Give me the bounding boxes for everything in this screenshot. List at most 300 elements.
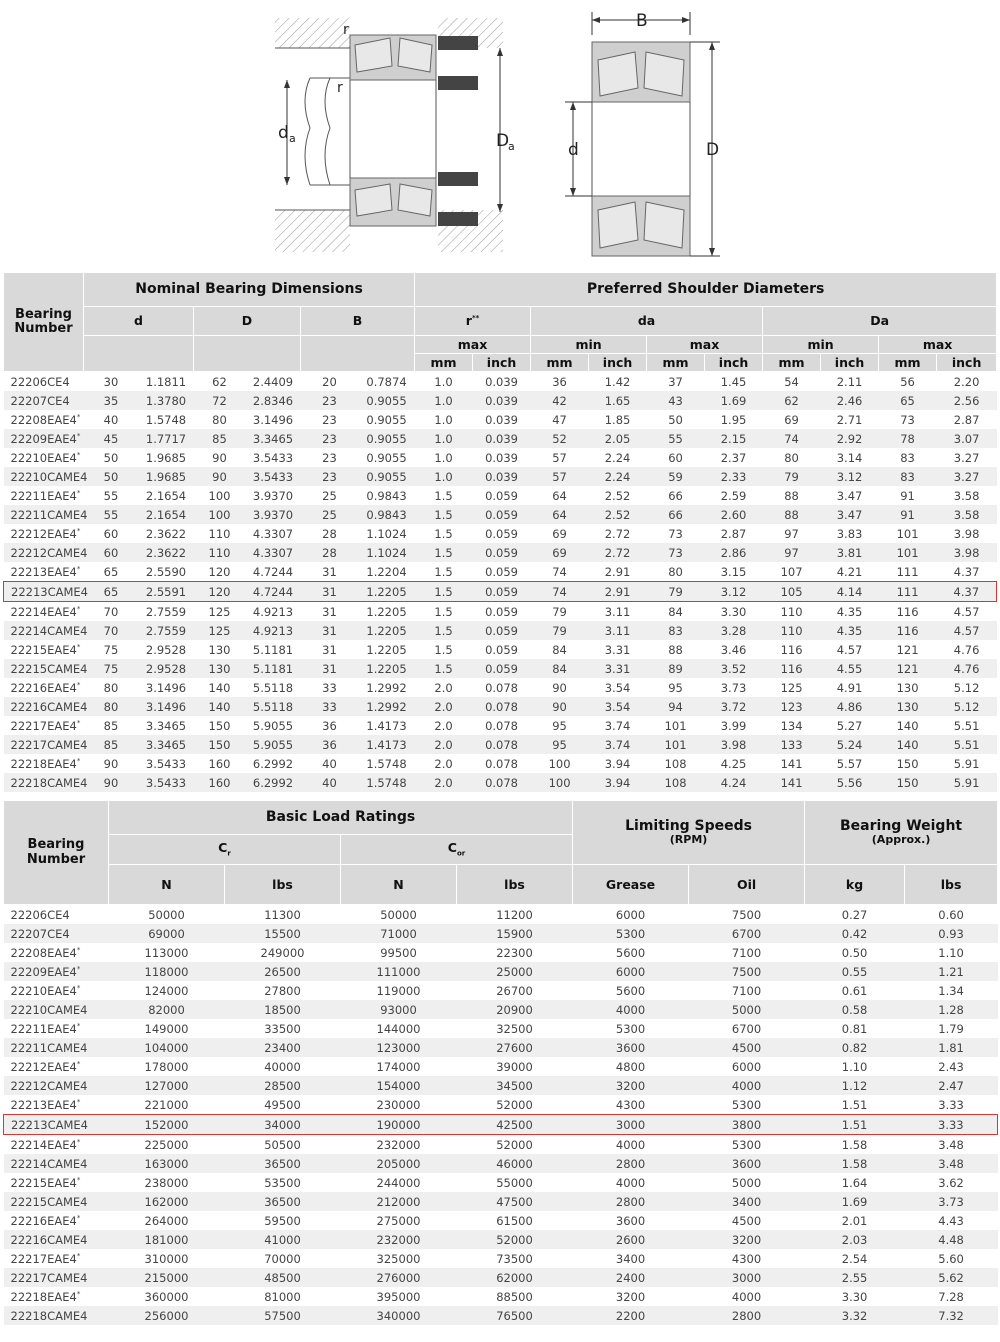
- table-cell: 230000: [376, 1097, 421, 1112]
- table-cell: 3.31: [604, 642, 631, 657]
- table-cell: 80: [784, 450, 799, 465]
- table-cell: 89: [647, 659, 705, 678]
- table-cell: 88: [784, 488, 799, 503]
- table-cell: 46000: [457, 1154, 573, 1173]
- table-cell: 1.2205: [366, 642, 407, 657]
- table-cell: 15500: [225, 924, 341, 943]
- bearing-number-cell: 22217EAE4*: [10, 1251, 81, 1266]
- table-row: [4, 1154, 998, 1173]
- table-cell: 6000: [573, 962, 689, 981]
- table-cell: 121: [896, 642, 919, 657]
- table-cell: 0.9055: [359, 391, 415, 410]
- table-cell: 3400: [689, 1192, 805, 1211]
- bearing-number-cell: 22206CE4: [10, 907, 70, 922]
- table-cell: 4.7244: [252, 564, 294, 579]
- table-cell: 2.03: [805, 1230, 905, 1249]
- table-cell: 3.52: [705, 659, 763, 678]
- table-cell: 39000: [496, 1059, 533, 1074]
- Da-min-header: min: [763, 336, 879, 354]
- table-cell: 178000: [144, 1059, 189, 1074]
- approx-label: (Approx.): [871, 833, 931, 847]
- table-cell: 110: [194, 543, 246, 562]
- bearing-number-cell: 22218CAME4: [4, 773, 84, 792]
- table-row: [4, 943, 998, 962]
- table-cell: 2.3622: [145, 526, 187, 541]
- table-cell: 1.2205: [359, 659, 415, 678]
- label-da-sub: a: [289, 132, 296, 145]
- table-cell: 160: [194, 773, 246, 792]
- table-cell: 3.81: [821, 543, 879, 562]
- table-row: [4, 981, 998, 1000]
- table-cell: 256000: [109, 1306, 225, 1325]
- table-cell: 52: [531, 429, 589, 448]
- table-cell: 31: [301, 582, 359, 602]
- table-cell: 3.9370: [246, 505, 301, 524]
- limiting-speeds-title: Limiting Speeds: [625, 817, 753, 834]
- table-cell: 6700: [689, 924, 805, 943]
- table-cell: 2.52: [589, 505, 647, 524]
- table-cell: 108: [664, 756, 687, 771]
- table-cell: 82000: [109, 1000, 225, 1019]
- dimensions-table-body: [4, 372, 997, 793]
- table-row: [4, 1000, 998, 1019]
- table-cell: 85: [84, 735, 139, 754]
- table-cell: 2.86: [705, 543, 763, 562]
- table-cell: 111: [896, 564, 919, 579]
- table-cell: 395000: [376, 1289, 421, 1304]
- table-cell: 49500: [264, 1097, 301, 1112]
- table-cell: 23: [322, 450, 337, 465]
- table-cell: 4.14: [821, 582, 879, 602]
- table-cell: 2800: [689, 1306, 805, 1325]
- table-cell: 91: [879, 505, 937, 524]
- bearing-number-cell: 22217EAE4*: [10, 718, 81, 733]
- table-cell: 40000: [264, 1059, 301, 1074]
- table-cell: 108: [647, 773, 705, 792]
- table-cell: 0.059: [485, 604, 519, 619]
- table-cell: 25000: [457, 962, 573, 981]
- bearing-number-cell: 22216EAE4*: [10, 1213, 81, 1228]
- table-cell: 1.3780: [139, 391, 194, 410]
- table-cell: 23: [301, 467, 359, 486]
- table-cell: 5600: [615, 983, 646, 998]
- bearing-number-cell: 22212CAME4: [4, 543, 84, 562]
- table-cell: 1.0: [415, 467, 473, 486]
- table-cell: 0.50: [841, 945, 868, 960]
- table-cell: 1.79: [938, 1021, 964, 1036]
- table-cell: 64: [552, 488, 567, 503]
- r-header: r**: [415, 307, 531, 336]
- table-cell: 95: [552, 718, 567, 733]
- unit-inch: inch: [473, 354, 531, 372]
- table-cell: 181000: [109, 1230, 225, 1249]
- table-cell: 2.20: [953, 374, 980, 389]
- table-cell: 70: [103, 604, 119, 619]
- table-cell: 1.5748: [366, 756, 407, 771]
- table-cell: 73: [647, 543, 705, 562]
- table-row: [4, 1192, 998, 1211]
- table-cell: 3.07: [937, 429, 997, 448]
- table-cell: 4.91: [836, 680, 863, 695]
- table-cell: 1.65: [589, 391, 647, 410]
- table-row: [4, 410, 997, 429]
- table-cell: 4.3307: [246, 543, 301, 562]
- table-cell: 2.4409: [252, 374, 294, 389]
- table-cell: 130: [194, 659, 246, 678]
- table-cell: 59500: [264, 1213, 301, 1228]
- bearing-section-drawing: [565, 11, 720, 256]
- bearing-number-cell: 22214CAME4: [4, 621, 84, 640]
- bearing-number-cell: 22210EAE4*: [10, 983, 81, 998]
- table-cell: 3600: [689, 1154, 805, 1173]
- table-cell: 1.4173: [366, 718, 407, 733]
- bearing-number-cell: 22209EAE4*: [4, 962, 109, 981]
- table-cell: 57: [531, 467, 589, 486]
- table-cell: 56: [900, 374, 915, 389]
- bearing-number-cell: 22216CAME4: [4, 697, 84, 716]
- table-cell: 2.33: [705, 467, 763, 486]
- table-cell: 4.37: [937, 582, 997, 602]
- table-cell: 27800: [264, 983, 301, 998]
- table-cell: 7100: [731, 945, 762, 960]
- table-cell: 60: [668, 450, 683, 465]
- table-row: [4, 524, 997, 543]
- unit-inch: inch: [821, 354, 879, 372]
- table-cell: 1.4173: [359, 735, 415, 754]
- table-cell: 80: [212, 412, 227, 427]
- table-cell: 133: [763, 735, 821, 754]
- table-cell: 360000: [144, 1289, 189, 1304]
- table-cell: 5.1181: [246, 659, 301, 678]
- r-max-header: max: [415, 336, 531, 354]
- table-cell: 0.059: [485, 564, 519, 579]
- table-cell: 65: [84, 582, 139, 602]
- table-cell: 54: [784, 374, 799, 389]
- table-cell: 101: [647, 735, 705, 754]
- table-row: [4, 716, 997, 735]
- table-row: [4, 962, 998, 981]
- table-cell: 75: [103, 642, 119, 657]
- table-row: [4, 1076, 998, 1095]
- table-cell: 94: [647, 697, 705, 716]
- table-cell: 190000: [341, 1115, 457, 1135]
- table-cell: 3.94: [589, 773, 647, 792]
- table-cell: 4000: [573, 1000, 689, 1019]
- table-cell: 130: [879, 697, 937, 716]
- table-cell: 2600: [573, 1230, 689, 1249]
- table-cell: 3.33: [938, 1097, 964, 1112]
- table-cell: 3.31: [589, 659, 647, 678]
- table-cell: 33: [322, 680, 337, 695]
- table-cell: 2.55: [805, 1268, 905, 1287]
- table-cell: 93000: [341, 1000, 457, 1019]
- table-cell: 215000: [109, 1268, 225, 1287]
- table-cell: 3.27: [953, 450, 980, 465]
- table-cell: 5.60: [938, 1251, 964, 1266]
- table-cell: 101: [896, 526, 919, 541]
- table-cell: 37: [668, 374, 683, 389]
- table-cell: 3.1496: [145, 680, 187, 695]
- table-cell: 4.48: [905, 1230, 998, 1249]
- load-ratings-table-body: [4, 905, 998, 1326]
- table-cell: 5.91: [937, 773, 997, 792]
- table-cell: 2.92: [821, 429, 879, 448]
- table-cell: 5.12: [953, 680, 980, 695]
- table-cell: 5.91: [953, 756, 980, 771]
- table-cell: 0.9843: [366, 488, 407, 503]
- table-cell: 5600: [615, 945, 646, 960]
- table-cell: 50500: [264, 1137, 301, 1152]
- table-cell: 4.35: [836, 604, 863, 619]
- table-cell: 28: [301, 543, 359, 562]
- table-cell: 101: [664, 718, 687, 733]
- bearing-number-cell: 22216EAE4*: [10, 680, 81, 695]
- table-cell: 0.27: [841, 907, 868, 922]
- table-cell: 41000: [225, 1230, 341, 1249]
- table-cell: 1.51: [841, 1097, 868, 1112]
- table-cell: 3.32: [805, 1306, 905, 1325]
- table-cell: 99500: [380, 945, 417, 960]
- bearing-number-cell: 22212EAE4*: [10, 526, 81, 541]
- unit-N: N: [341, 865, 457, 905]
- table-cell: 52000: [496, 1137, 533, 1152]
- table-cell: 61500: [496, 1213, 533, 1228]
- table-row: [4, 1019, 998, 1038]
- table-cell: 36500: [225, 1154, 341, 1173]
- table-cell: 2.7559: [139, 621, 194, 640]
- table-cell: 1.2205: [359, 621, 415, 640]
- table-cell: 0.059: [485, 642, 519, 657]
- cr-header: $C_r$: [109, 835, 341, 865]
- table-cell: 4500: [731, 1213, 762, 1228]
- table-cell: 25: [322, 488, 337, 503]
- table-cell: 5.5118: [246, 697, 301, 716]
- table-cell: 127000: [109, 1076, 225, 1095]
- table-cell: 88500: [496, 1289, 533, 1304]
- table-cell: 130: [896, 680, 919, 695]
- table-cell: 2.56: [937, 391, 997, 410]
- table-cell: 1.5748: [359, 773, 415, 792]
- table-cell: 31: [301, 621, 359, 640]
- table-cell: 81000: [264, 1289, 301, 1304]
- table-row: [4, 1287, 998, 1306]
- table-cell: 90: [212, 450, 227, 465]
- table-cell: 0.078: [485, 718, 519, 733]
- table-cell: 2.0: [415, 773, 473, 792]
- unit-lbs: lbs: [905, 865, 998, 905]
- table-cell: 83: [900, 450, 915, 465]
- table-cell: 95: [668, 680, 683, 695]
- table-cell: 100: [548, 756, 571, 771]
- label-r-top: r: [343, 22, 349, 38]
- table-cell: 1.5: [434, 564, 453, 579]
- table-cell: 141: [763, 773, 821, 792]
- bearing-number-cell: 22206CE4: [10, 374, 70, 389]
- table-cell: 3.15: [720, 564, 747, 579]
- table-cell: 4.35: [821, 621, 879, 640]
- table-cell: 3.3465: [145, 718, 187, 733]
- table-cell: 3.3465: [246, 429, 301, 448]
- table-cell: 2.0: [434, 718, 453, 733]
- unit-mm: mm: [647, 354, 705, 372]
- table-cell: 116: [879, 621, 937, 640]
- table-cell: 1.7717: [139, 429, 194, 448]
- table-cell: 1.5748: [145, 412, 187, 427]
- table-cell: 4.76: [953, 642, 980, 657]
- table-cell: 2.91: [589, 582, 647, 602]
- table-cell: 79: [552, 604, 567, 619]
- table-cell: 141: [780, 756, 803, 771]
- table-cell: 0.078: [485, 756, 519, 771]
- table-cell: 45: [84, 429, 139, 448]
- table-cell: 3.1496: [252, 412, 294, 427]
- table-cell: 107: [780, 564, 803, 579]
- table-cell: 120: [194, 582, 246, 602]
- table-cell: 35: [84, 391, 139, 410]
- table-cell: 2.37: [720, 450, 747, 465]
- table-cell: 100: [531, 773, 589, 792]
- table-cell: 78: [879, 429, 937, 448]
- bearing-number-cell: 22207CE4: [4, 924, 109, 943]
- table-cell: 22300: [496, 945, 533, 960]
- table-cell: 0.039: [485, 450, 519, 465]
- table-cell: 120: [208, 564, 231, 579]
- table-cell: 28: [322, 526, 337, 541]
- table-cell: 1.5: [434, 488, 453, 503]
- table-cell: 1.28: [905, 1000, 998, 1019]
- cor-header: $C_{or}$: [341, 835, 573, 865]
- table-cell: 123: [763, 697, 821, 716]
- table-cell: 60: [84, 543, 139, 562]
- bearing-number-cell: 22212CAME4: [4, 1076, 109, 1095]
- table-row: [4, 602, 997, 622]
- table-cell: 150: [208, 718, 231, 733]
- table-cell: 0.7874: [366, 374, 407, 389]
- table-cell: 1.2205: [366, 604, 407, 619]
- table-cell: 1.9685: [145, 450, 187, 465]
- table-cell: 42: [531, 391, 589, 410]
- table-cell: 72: [194, 391, 246, 410]
- basic-load-ratings-header: Basic Load Ratings: [109, 801, 573, 835]
- table-cell: 3.30: [720, 604, 747, 619]
- table-cell: 0.078: [473, 735, 531, 754]
- table-cell: 162000: [109, 1192, 225, 1211]
- table-cell: 40: [322, 756, 337, 771]
- table-cell: 149000: [144, 1021, 189, 1036]
- table-cell: 118000: [109, 962, 225, 981]
- table-cell: 3000: [689, 1268, 805, 1287]
- table-cell: 97: [784, 526, 799, 541]
- table-row: [4, 697, 997, 716]
- table-cell: 4.37: [953, 564, 980, 579]
- table-cell: 90: [194, 467, 246, 486]
- table-cell: 111000: [341, 962, 457, 981]
- table-cell: 225000: [144, 1137, 189, 1152]
- unit-lbs: lbs: [225, 865, 341, 905]
- mounting-drawing: [275, 18, 515, 252]
- limiting-speeds-header: [573, 801, 805, 865]
- table-cell: 2.9528: [139, 659, 194, 678]
- table-cell: 73: [668, 526, 683, 541]
- table-cell: 1.85: [604, 412, 631, 427]
- table-cell: 2.54: [841, 1251, 868, 1266]
- table-cell: 0.82: [805, 1038, 905, 1057]
- table-cell: 121: [879, 659, 937, 678]
- table-cell: 221000: [144, 1097, 189, 1112]
- table-cell: 105: [763, 582, 821, 602]
- table-cell: 5.1181: [252, 642, 294, 657]
- table-cell: 50: [103, 450, 119, 465]
- table-cell: 2.59: [720, 488, 747, 503]
- table-cell: 264000: [144, 1213, 189, 1228]
- table-cell: 66: [668, 488, 683, 503]
- table-cell: 134: [780, 718, 803, 733]
- table-cell: 97: [763, 543, 821, 562]
- table-cell: 3.74: [589, 735, 647, 754]
- table-cell: 90: [531, 697, 589, 716]
- bearing-number-cell: 22218EAE4*: [10, 756, 81, 771]
- table-cell: 3.72: [705, 697, 763, 716]
- table-cell: 55: [647, 429, 705, 448]
- table-row: [4, 1230, 998, 1249]
- table-cell: 5000: [731, 1175, 762, 1190]
- table-cell: 113000: [144, 945, 189, 960]
- table-row: [4, 1095, 998, 1115]
- table-cell: 79: [531, 621, 589, 640]
- bearing-number-cell: 22208EAE4*: [10, 412, 81, 427]
- table-cell: 1.42: [604, 374, 631, 389]
- table-cell: 47500: [457, 1192, 573, 1211]
- table-cell: 4500: [689, 1038, 805, 1057]
- table-cell: 3.14: [836, 450, 863, 465]
- table-cell: 57: [552, 450, 567, 465]
- bearing-number-cell: 22213EAE4*: [10, 564, 81, 579]
- table-cell: 4.3307: [252, 526, 294, 541]
- table-row: [4, 448, 997, 467]
- label-D: D: [706, 140, 720, 160]
- oil-header: Oil: [689, 865, 805, 905]
- table-cell: 36: [322, 718, 337, 733]
- table-cell: 1.0: [415, 429, 473, 448]
- table-cell: 310000: [144, 1251, 189, 1266]
- d-mm-header: [84, 336, 194, 372]
- table-cell: 123000: [341, 1038, 457, 1057]
- table-cell: 3.1496: [139, 697, 194, 716]
- table-cell: 50000: [380, 907, 417, 922]
- table-cell: 3.54: [604, 680, 631, 695]
- table-row: [4, 754, 997, 773]
- table-cell: 59: [647, 467, 705, 486]
- bearing-number-cell: 22213EAE4*: [10, 1097, 81, 1112]
- table-cell: 1.5: [434, 526, 453, 541]
- table-cell: 4000: [731, 1289, 762, 1304]
- table-cell: 6000: [731, 1059, 762, 1074]
- table-row: [4, 1038, 998, 1057]
- table-cell: 0.9055: [359, 467, 415, 486]
- table-cell: 0.9055: [366, 412, 407, 427]
- table-cell: 4.24: [705, 773, 763, 792]
- table-cell: 0.42: [805, 924, 905, 943]
- table-cell: 325000: [376, 1251, 421, 1266]
- table-cell: 1.10: [938, 945, 964, 960]
- table-row: [4, 486, 997, 505]
- table-cell: 79: [647, 582, 705, 602]
- table-row: [4, 1173, 998, 1192]
- table-cell: 47: [552, 412, 567, 427]
- bearing-number-cell: 22214EAE4*: [10, 604, 81, 619]
- table-cell: 2.87: [720, 526, 747, 541]
- table-cell: 2.72: [604, 526, 631, 541]
